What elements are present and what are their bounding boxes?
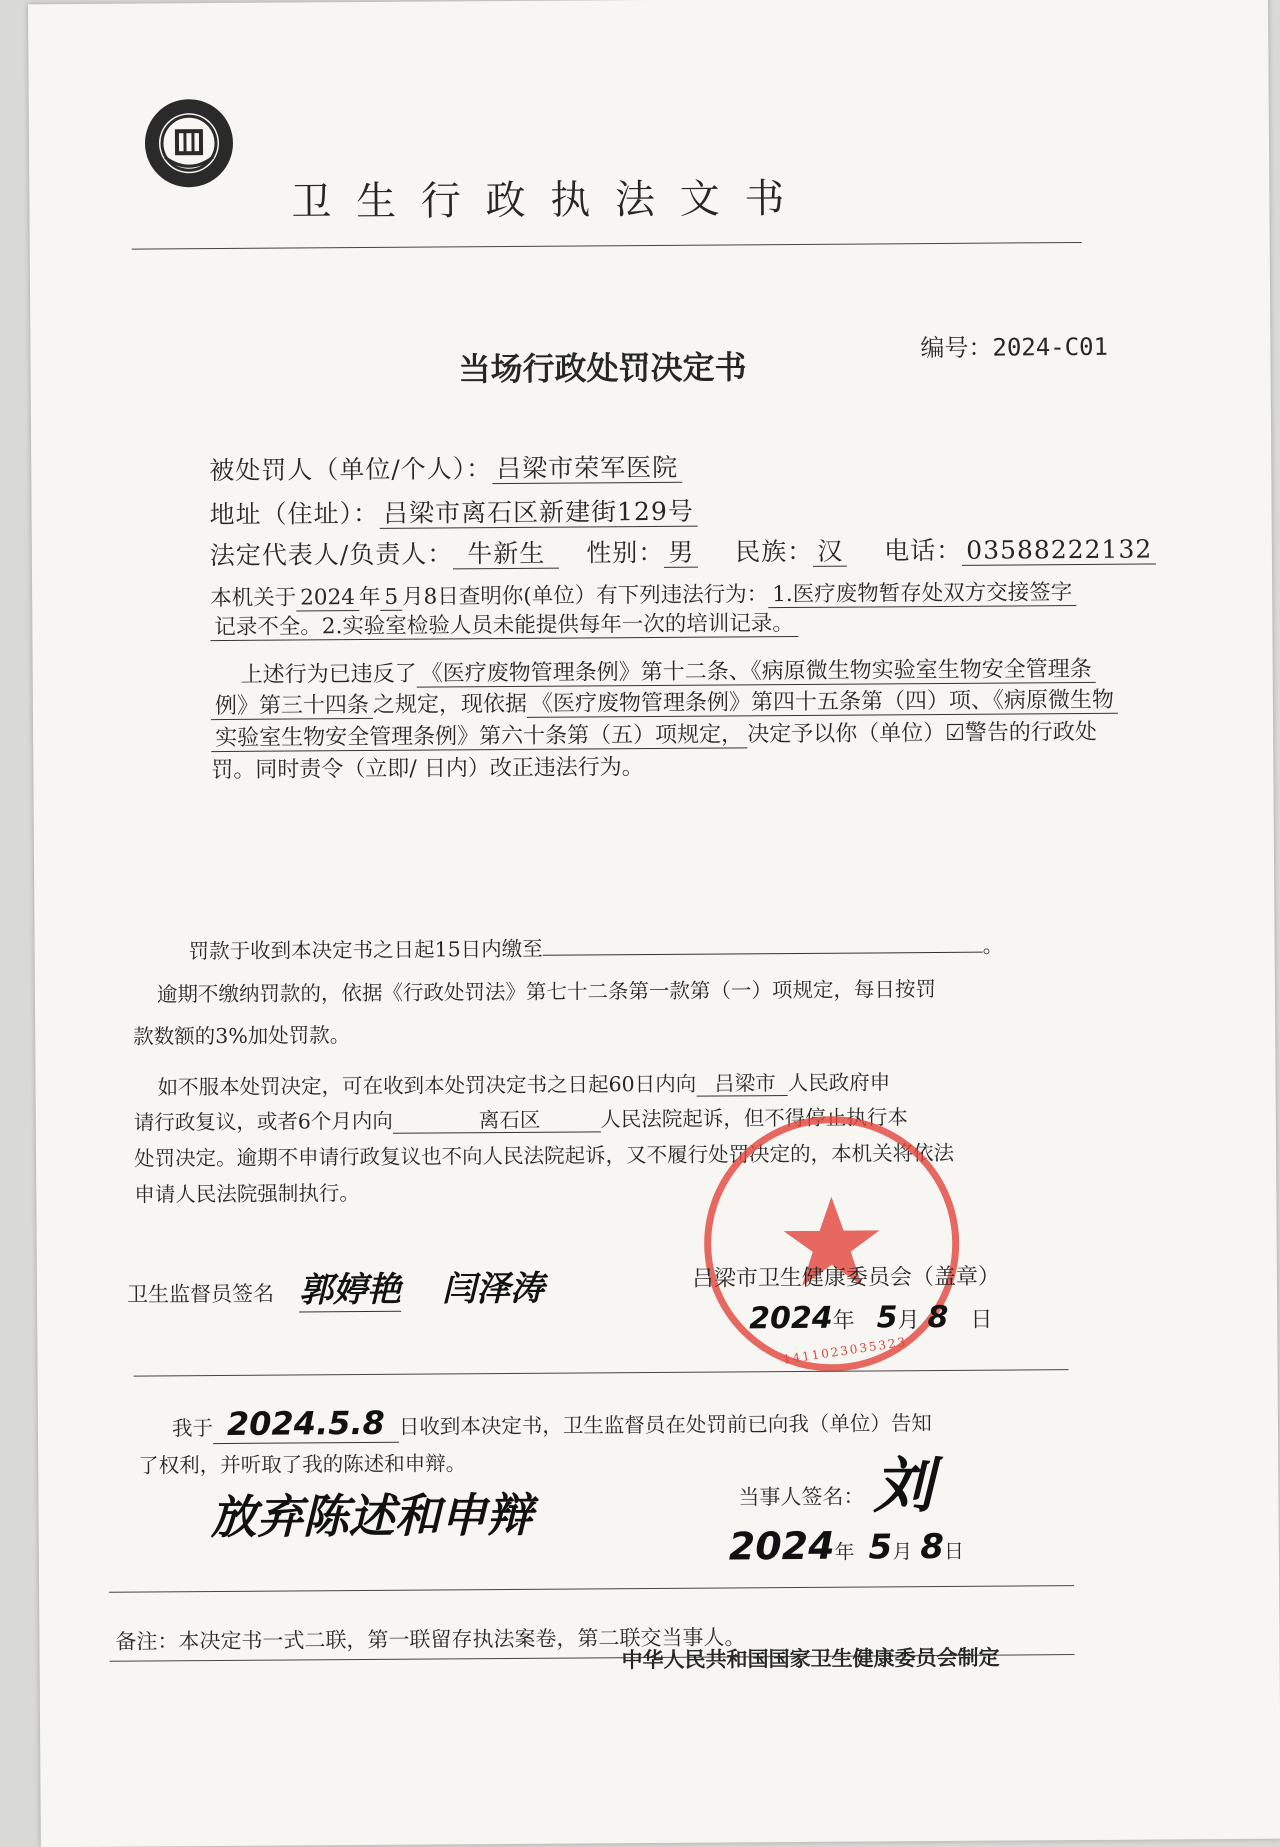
- receipt-date-row: [729, 1523, 964, 1569]
- health-commission-logo-icon: [141, 95, 238, 192]
- party-name-row: [209, 448, 682, 487]
- document-series-title: 卫 生 行 政 执 法 文 书: [291, 176, 791, 226]
- basis-prefix: 上述行为已违反了: [240, 661, 417, 688]
- payment-deadline: 罚款于收到本决定书之日起15日内缴至: [188, 936, 543, 964]
- payment-account-blank: [543, 934, 983, 956]
- payment-line-2: [157, 972, 936, 1007]
- receipt-year: 2024: [728, 1523, 835, 1569]
- decision-day: 8: [927, 1299, 949, 1336]
- decision-month: 5: [876, 1300, 898, 1336]
- party-name-value: 吕梁市荣军医院: [492, 453, 682, 484]
- party-rep-row: [210, 529, 1157, 572]
- basis-decision: 决定予以你（单位）☑警告的行政处: [747, 719, 1097, 748]
- basis-correction: 罚。同时责令（立即/ 日内）改正违法行为。: [211, 755, 644, 784]
- facts-month: 5: [380, 585, 402, 611]
- party-signature-label: 当事人签名：: [738, 1484, 865, 1510]
- appeal-district: 离石区: [393, 1107, 601, 1133]
- decision-year: 2024: [749, 1300, 833, 1337]
- ethnic-value: 汉: [813, 537, 847, 567]
- receipt-month-unit: 月: [892, 1539, 913, 1564]
- decision-day-unit: 日: [970, 1307, 993, 1333]
- facts-month-unit: 月: [402, 584, 424, 610]
- basis-middle: 之规定，现依据: [372, 691, 528, 718]
- receipt-line-2: [138, 1446, 466, 1478]
- receipt-statement: 日收到本决定书，卫生监督员在处罚前已向我（单位）告知: [398, 1411, 932, 1439]
- basis-line-4: [211, 750, 644, 784]
- rep-value: 牛新生: [453, 539, 559, 570]
- rep-label: 法定代表人/负责人：: [209, 539, 454, 571]
- facts-prefix: 本机关于: [210, 585, 297, 612]
- appeal-line-1: [157, 1065, 890, 1100]
- receipt-month: 5: [868, 1527, 893, 1568]
- payment-line-1: [189, 929, 1004, 965]
- basis-penalty-regs-end: 实验室生物安全管理条例》第六十条第（五）项规定，: [211, 722, 747, 752]
- document-number: 编号：2024-C01: [920, 332, 1109, 363]
- seal-code: 1411023035323: [782, 1334, 909, 1367]
- basis-penalty-regs: 《医疗废物管理条例》第四十五条第（四）项、《病原微生物: [527, 688, 1118, 718]
- receipt-year-unit: 年: [834, 1539, 855, 1564]
- gender-value: 男: [664, 538, 698, 568]
- facts-year-unit: 年: [358, 584, 381, 611]
- ethnic-label: 民族：: [735, 536, 814, 567]
- appeal-city: 吕梁市: [696, 1071, 788, 1097]
- facts-line-2: [210, 606, 798, 641]
- footer-rule-top: [109, 1585, 1074, 1593]
- receipt-handwritten-note: 放弃陈述和申辩: [210, 1487, 533, 1545]
- decision-year-unit: 年: [832, 1308, 855, 1334]
- basis-violated-regs: 《医疗废物管理条例》第十二条、《病原微生物实验室生物安全管理条: [417, 657, 1096, 688]
- receipt-day-unit: 日: [943, 1538, 965, 1563]
- receipt-prefix: 我于: [171, 1416, 214, 1441]
- appeal-court: 人民法院起诉，但不得停止执行本: [600, 1105, 908, 1132]
- inspector-signature-1: 郭婷艳: [299, 1262, 401, 1313]
- document-page: [28, 0, 1280, 1847]
- appeal-court-enforce: 申请人民法院强制执行。: [134, 1181, 360, 1207]
- footer-maker: 中华人民共和国国家卫生健康委员会制定: [621, 1645, 1000, 1673]
- facts-day: 8: [423, 584, 438, 610]
- basis-line-2: [211, 683, 1118, 720]
- payment-end: 。: [982, 933, 1004, 958]
- decision-date: [749, 1300, 993, 1337]
- gender-label: 性别：: [586, 537, 665, 568]
- appeal-government: 人民政府申: [787, 1070, 891, 1096]
- decision-month-unit: 月: [897, 1308, 920, 1334]
- violation-1: 1.医疗废物暂存处双方交接签字: [768, 580, 1076, 608]
- facts-year: 2024: [296, 585, 359, 611]
- footer-note: 备注：本决定书一式二联，第一联留存执法案卷，第二联交当事人。: [115, 1625, 746, 1654]
- party-name-label: 被处罚人（单位/个人）：: [209, 454, 493, 486]
- facts-found-text: 日查明你(单位）有下列违法行为：: [437, 582, 769, 610]
- party-address-label: 地址（住址）：: [209, 498, 380, 530]
- agency-stamp-label: 吕梁市卫生健康委员会（盖章）: [691, 1264, 1001, 1292]
- phone-value: 03588222132: [962, 534, 1156, 565]
- payment-surcharge: 款数额的3%加处罚款。: [133, 1023, 351, 1049]
- receipt-line-1: [172, 1400, 932, 1443]
- phone-label: 电话：: [884, 535, 963, 566]
- inspector-signature-2: 闫泽涛: [441, 1268, 545, 1310]
- basis-violated-regs-end: 例》第三十四条: [211, 693, 373, 720]
- document-title: 当场行政处罚决定书: [458, 348, 747, 389]
- violation-2: 记录不全。2.实验室检验人员未能提供每年一次的培训记录。: [210, 611, 798, 641]
- receipt-date: 2024.5.8: [213, 1404, 399, 1444]
- party-address-row: [209, 492, 697, 531]
- appeal-line-4: [134, 1176, 360, 1208]
- inspector-signature-label: 卫生监督员签名: [126, 1281, 275, 1307]
- party-signature: 刘: [873, 1451, 934, 1522]
- payment-overdue: 逾期不缴纳罚款的，依据《行政处罚法》第七十二条第一款第（一）项规定，每日按罚: [156, 977, 936, 1007]
- appeal-lawsuit-prefix: 请行政复议，或者6个月内向: [133, 1108, 393, 1135]
- appeal-enforcement: 处罚决定。逾期不申请行政复议也不向人民法院起诉，又不履行处罚决定的，本机关将依法: [133, 1140, 955, 1171]
- party-address-value: 吕梁市离石区新建街129号: [379, 497, 698, 529]
- payment-line-3: [133, 1018, 350, 1050]
- appeal-prefix: 如不服本处罚决定，可在收到本处罚决定书之日起60日内向: [157, 1071, 697, 1100]
- basis-line-3: [211, 715, 1097, 752]
- receipt-rights: 了权利，并听取了我的陈述和申辩。: [138, 1451, 467, 1478]
- header-rule: [132, 242, 1082, 250]
- receipt-day: 8: [920, 1526, 945, 1568]
- official-seal-icon: [696, 1108, 968, 1380]
